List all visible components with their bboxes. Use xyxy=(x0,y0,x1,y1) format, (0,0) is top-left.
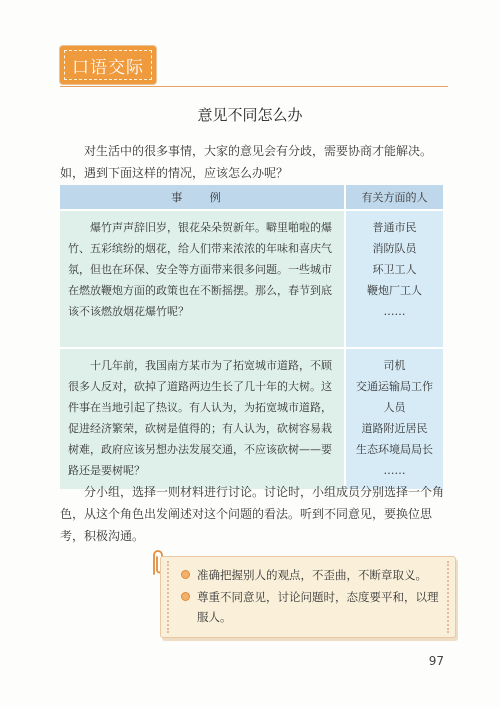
page-number: 97 xyxy=(428,654,444,668)
header-examples: 事 例 xyxy=(60,185,345,210)
tip-text: 尊重不同意见，讨论问题时，态度要平和，以理服人。 xyxy=(197,590,439,624)
table-row xyxy=(60,210,443,348)
person-role: 道路附近居民 xyxy=(361,422,428,435)
cases-table xyxy=(60,185,443,489)
tips-note xyxy=(160,556,456,638)
person-role-ellipsis: …… xyxy=(383,305,406,318)
person-role: 环卫工人 xyxy=(372,263,417,276)
table-header-row xyxy=(60,185,443,210)
person-role: 消防队员 xyxy=(372,242,417,255)
bullet-icon xyxy=(181,592,190,601)
example-cell: 十几年前，我国南方某市为了拓宽城市道路，不顾很多人反对，砍掉了道路两边生长了几十年的大树。这件事在当地引起了热议。有人认为，为拓宽城市道路，促进经济繁荣，砍树是值得的；有人认为，砍树容易栽树难，政府应该另想办法发展交通，不应该砍树——要路还是要树呢？ xyxy=(60,348,345,489)
person-role: 交通运输局工作人员 xyxy=(356,380,433,414)
example-cell: 爆竹声声辞旧岁，银花朵朵贺新年。噼里啪啦的爆竹、五彩缤纷的烟花，给人们带来浓浓的年味和喜庆气氛，但也在环保、安全等方面带来很多问题。一些城市在燃放鞭炮方面的政策也在不断摇摆。那么，春节到底该不该燃放烟花爆竹呢？ xyxy=(60,210,345,348)
instruction-paragraph: 分小组，选择一则材料进行讨论。讨论时，小组成员分别选择一个角色，从这个角色出发阐述对这个问题的看法。听到不同意见，要换位思考，积极沟通。 xyxy=(60,485,445,543)
section-divider xyxy=(60,86,448,87)
tip-item xyxy=(181,565,441,585)
tip-item xyxy=(181,587,441,627)
person-role: 普通市民 xyxy=(372,221,417,234)
header-people: 有关方面的人 xyxy=(345,185,443,210)
person-role: 鞭炮厂工人 xyxy=(367,284,422,297)
section-tag-label: 口语交际 xyxy=(64,50,152,80)
person-role-ellipsis: …… xyxy=(383,464,406,477)
person-role: 生态环境局局长 xyxy=(356,443,433,456)
table-row xyxy=(60,348,443,489)
tip-text: 准确把握别人的观点，不歪曲，不断章取义。 xyxy=(197,568,427,582)
bullet-icon xyxy=(181,570,190,579)
intro-paragraph: 对生活中的很多事情，大家的意见会有分歧，需要协商才能解决。如，遇到下面这样的情况，应该怎么办呢？ xyxy=(60,144,433,180)
people-cell xyxy=(345,210,443,348)
section-tag xyxy=(60,46,156,84)
person-role: 司机 xyxy=(383,359,406,372)
people-cell xyxy=(345,348,443,489)
lesson-title: 意见不同怎么办 xyxy=(197,106,303,124)
